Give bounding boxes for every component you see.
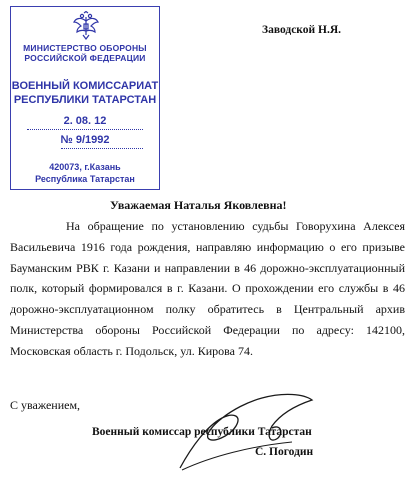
signature-title: Военный комиссар республики Татарстан bbox=[92, 426, 312, 438]
stamp-date: 2. 08. 12 bbox=[63, 115, 107, 127]
stamp-number-row bbox=[11, 134, 159, 146]
registration-stamp bbox=[10, 6, 160, 190]
salutation: Уважаемая Наталья Яковлевна! bbox=[110, 198, 287, 212]
stamp-number-prefix: № bbox=[60, 134, 73, 146]
closing: С уважением, bbox=[10, 398, 81, 412]
stamp-commissariat: ВОЕННЫЙ КОМИССАРИАТ РЕСПУБЛИКИ ТАТАРСТАН bbox=[11, 80, 159, 106]
stamp-date-line bbox=[27, 129, 143, 130]
stamp-number-line bbox=[61, 148, 143, 149]
double-headed-eagle-icon bbox=[71, 11, 101, 41]
signature-name: С. Погодин bbox=[255, 446, 314, 458]
letter-body: На обращение по установлению судьбы Говорухина Алексея Васильевича 1916 года рождения, направляю информацию о его призыве Бауманским РВК г. Казани и направлении в 46 дорожно-эксплуатационный полк, который формировался в г. Казани. О прохождении его службы в 46 дорожно-эксплуатационном полку обратитесь в Центральный архив Министерства обороны Российской Федерации по адресу: 142100, Московская область г. Подольск, ул. Кирова 74. bbox=[10, 219, 405, 358]
recipient: Заводской Н.Я. bbox=[262, 24, 342, 36]
stamp-address: 420073, г.Казань Республика Татарстан bbox=[35, 162, 135, 184]
stamp-number: 9/1992 bbox=[75, 134, 110, 146]
stamp-ministry: МИНИСТЕРСТВО ОБОРОНЫ РОССИЙСКОЙ ФЕДЕРАЦИИ bbox=[23, 43, 147, 63]
